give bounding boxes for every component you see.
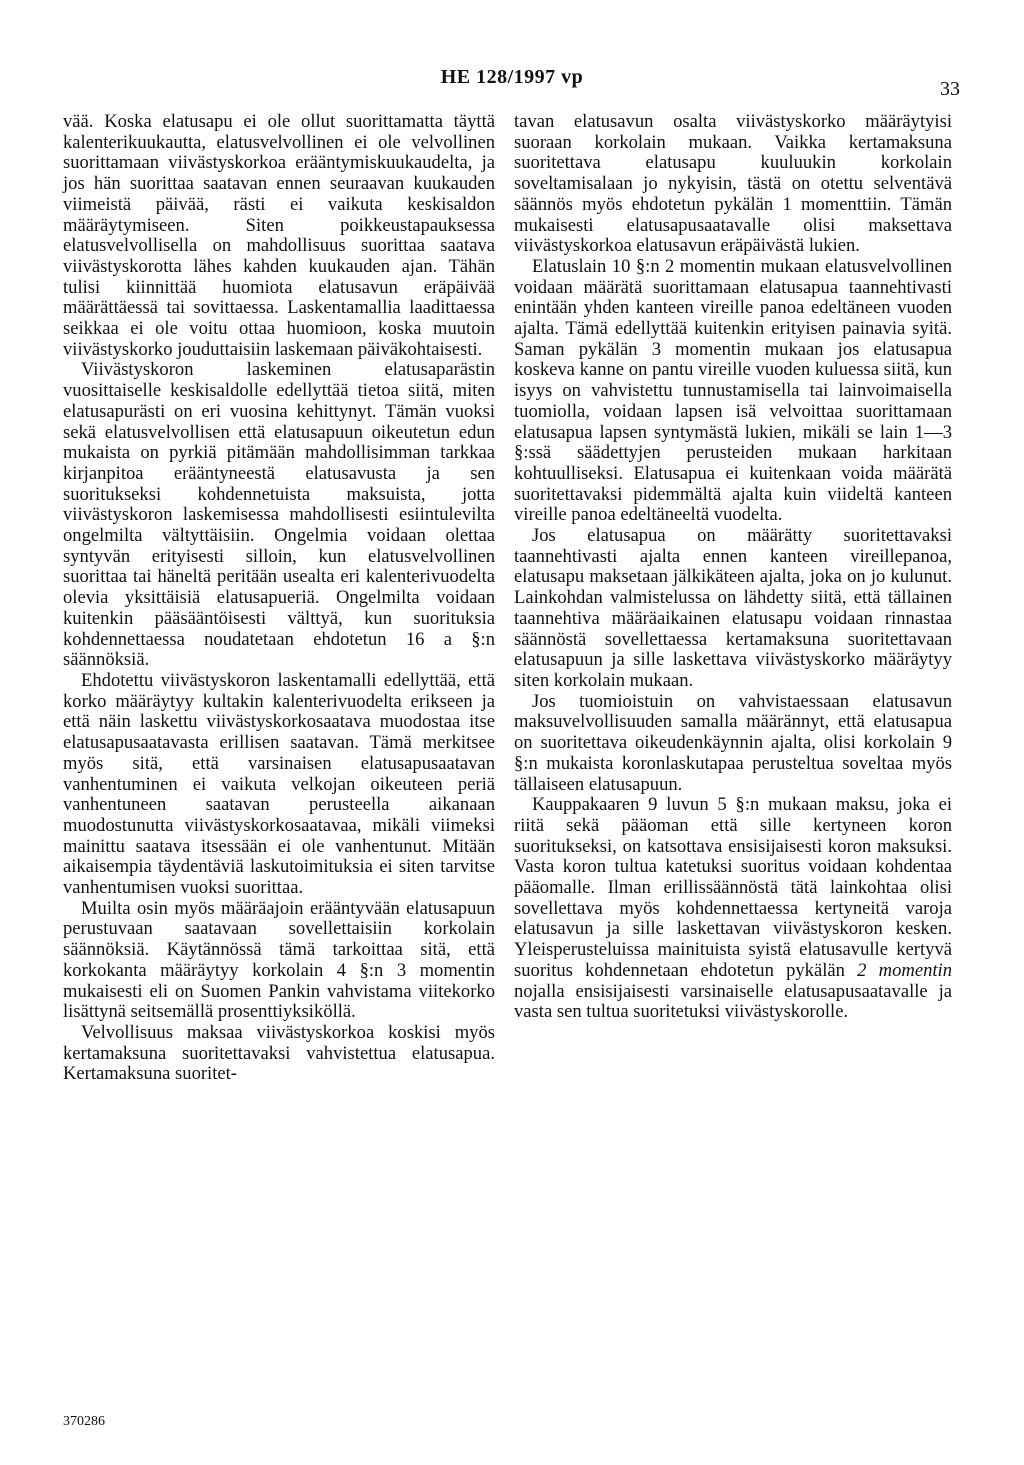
paragraph: tavan elatusavun osalta viivästyskorko määräytyisi suoraan korkolain mukaan. Vaikka kertamaksuna suoritettava elatusapu kuuluukin korkolain soveltamisalaan jo nykyisin, tästä on otettu selventävä säännös myös ehdotetun pykälän 1 momenttiin. Tämän mukaisesti elatusapusaatavalle olisi maksettava viivästyskorkoa elatusavun eräpäivästä lukien.	[514, 111, 952, 257]
page-number: 33	[940, 78, 960, 100]
footer-code: 370286	[63, 1414, 105, 1429]
paragraph: Viivästyskoron laskeminen elatusaparästin vuosittaiselle keskisaldolle edellyttää tietoa siitä, miten elatusapurästi on eri vuosina kehittynyt. Tämän vuoksi sekä elatusvelvollisen että elatusapuun oikeutetun edun mukaista on pyrkiä pitämään mahdollisimman tarkkaa kirjanpitoa erääntyneestä elatusavusta ja sen suoritukseksi kohdennetuista maksuista, jotta viivästyskoron laskemisessa mahdollisesti esiintulevilta ongelmilta vältyttäisiin. Ongelmia voidaan olettaa syntyvän erityisesti silloin, kun elatusvelvollinen suorittaa tai häneltä peritään usealta eri kalenterivuodelta olevia yksittäisiä elatusapueriä. Ongelmilta voidaan kuitenkin pääsääntöisesti välttyä, kun suorituksia kohdennettaessa noudatetaan ehdotetun 16 a §:n säännöksiä.	[63, 359, 495, 671]
paragraph	[514, 795, 952, 1023]
left-column	[63, 112, 495, 1085]
paragraph: Ehdotettu viivästyskoron laskentamalli edellyttää, että korko määräytyy kultakin kalenterivuodelta erikseen ja että näin laskettu viivästyskorkosaatava muodostaa itse elatusapusaatavasta erillisen saatavan. Tämä merkitsee myös sitä, että varsinaisen elatusapusaatavan vanhentuminen ei vaikuta velkojan oikeuteen periä vanhentuneen saatavan perusteella aikanaan muodostunutta viivästyskorkosaatavaa, mikäli viimeksi mainittu saatava itsessään ei ole vanhentunut. Mitään aikaisempia täydentäviä laskutoimituksia ei siten tarvitse vanhentumisen vuoksi suorittaa.	[63, 669, 495, 899]
paragraph: Jos elatusapua on määrätty suoritettavaksi taannehtivasti ajalta ennen kanteen vireillepanoa, elatusapu maksetaan jälkikäteen ajalta, joka on jo kulunut. Lainkohdan valmistelussa on lähdetty siitä, että tällainen taannehtiva määräaikainen elatusapu voidaan rinnastaa säännöstä sovellettaessa kertamaksuna suoritettavaan elatusapuun ja sille laskettava viivästyskorko määräytyy siten korkolain mukaan.	[514, 525, 952, 691]
page-header	[0, 66, 1024, 100]
paragraph: Elatuslain 10 §:n 2 momentin mukaan elatusvelvollinen voidaan määrätä suorittamaan elatusapua taannehtivasti enintään yhden kanteen vireille panoa edeltäneen vuoden ajalta. Tämä edellyttää kuitenkin erityisen painavia syitä. Saman pykälän 3 momentin mukaan jos elatusapua koskeva kanne on pantu vireille vuoden kuluessa siitä, kun isyys on vahvistettu tunnustamisella tai lainvoimaisella tuomiolla, voidaan lapsen isä velvoittaa suorittamaan elatusapua lapsen syntymästä lukien, mikäli se lain 1—3 §:ssä säädettyjen perusteiden mukaan harkitaan kohtuulliseksi. Elatusapua ei kuitenkaan voida määrätä suoritettavaksi pidemmältä ajalta kuin viideltä kanteen vireille panoa edeltäneeltä vuodelta.	[514, 255, 952, 526]
paragraph: Velvollisuus maksaa viivästyskorkoa koskisi myös kertamaksuna suoritettavaksi vahvistettua elatusapua. Kertamaksuna suoritet-	[63, 1021, 495, 1085]
paragraph: vää. Koska elatusapu ei ole ollut suorittamatta täyttä kalenterikuukautta, elatusvelvollinen ei ole velvollinen suorittamaan viivästyskorkoa erääntymiskuukaudelta, ja jos hän suorittaa saatavan ennen seuraavan kuukauden viimeistä päivää, rästi ei vaikuta keskisaldon määräytymiseen. Siten poikkeustapauksessa elatusvelvollisella on mahdollisuus suorittaa saatava viivästyskorotta lähes kahden kuukauden ajan. Tähän tulisi kiinnittää huomiota elatusavun eräpäivää määrättäessä tai sovittaessa. Laskentamallia laadittaessa seikkaa ei ole voitu ottaa huomioon, koska muutoin viivästyskorko jouduttaisiin laskemaan päiväkohtaisesti.	[63, 111, 495, 360]
paragraph: Jos tuomioistuin on vahvistaessaan elatusavun maksuvelvollisuuden samalla määrännyt, että elatusapua on suoritettava oikeudenkäynnin ajalta, olisi korkolain 9 §:n mukaista koronlaskutapaa perusteltua soveltaa myös tällaiseen elatusapuun.	[514, 690, 952, 795]
emphasized-text: 2 momentin	[857, 959, 952, 981]
paragraph: Muilta osin myös määräajoin erääntyvään elatusapuun perustuvaan saatavaan sovellettaisiin korkolain säännöksiä. Käytännössä tämä tarkoittaa sitä, että korkokanta määräytyy korkolain 4 §:n 3 momentin mukaisesti eli on Suomen Pankin vahvistama viitekorko lisättynä seitsemällä prosenttiyksiköllä.	[63, 897, 495, 1023]
paragraph-text: Kauppakaaren 9 luvun 5 §:n mukaan maksu, joka ei riitä sekä pääoman että sille kertyneen koron suoritukseksi, on katsottava ensisijaisesti koron maksuksi. Vasta koron tultua katetuksi suoritus voidaan kohdentaa pääomalle. Ilman erillissäännöstä tätä lainkohtaa olisi sovellettava myös kohdennettaessa kertyneitä varoja elatusavun ja sille laskettavan viivästyskoron kesken. Yleisperusteluissa mainituista syistä elatusavulle kertyvä suoritus kohdennetaan ehdotetun pykälän	[514, 794, 952, 981]
paragraph-text: nojalla ensisijaisesti varsinaiselle elatusapusaatavalle ja vasta sen tultua suoritetuksi viivästyskorolle.	[514, 980, 952, 1023]
document-title: HE 128/1997 vp	[440, 66, 584, 88]
right-column	[514, 112, 952, 1023]
